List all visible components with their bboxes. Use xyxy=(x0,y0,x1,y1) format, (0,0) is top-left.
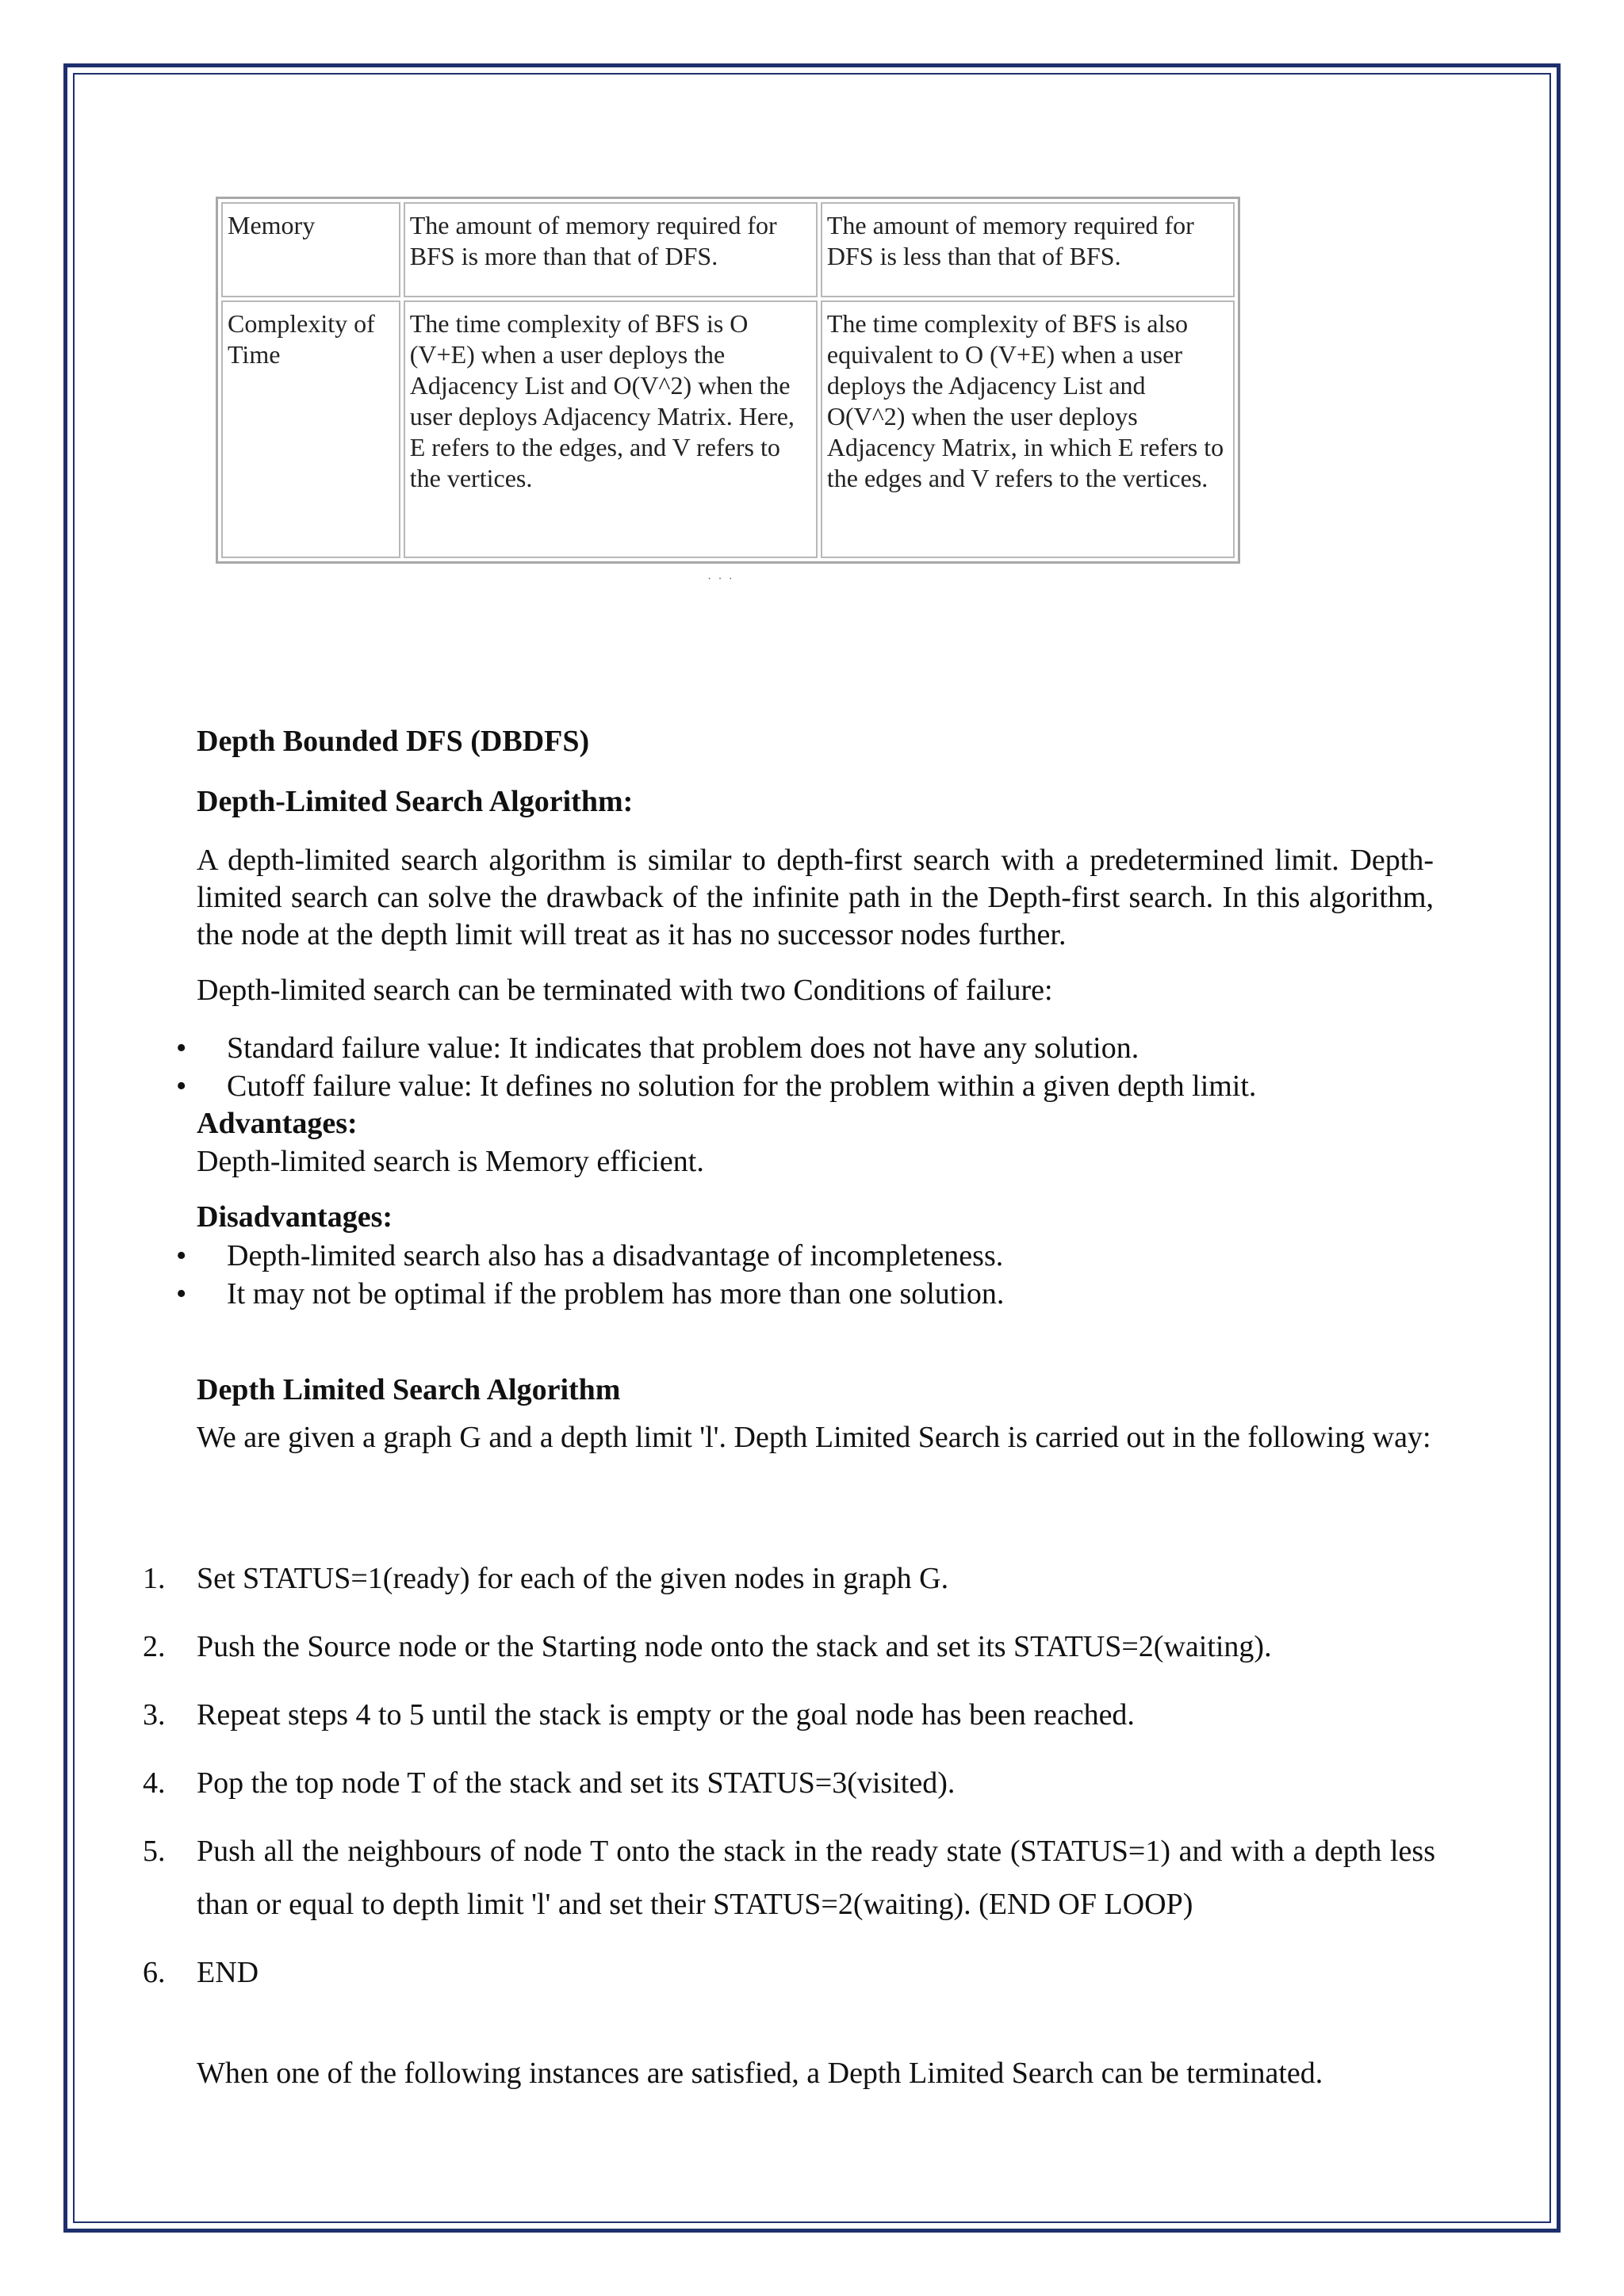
closing-text: When one of the following instances are satisfied, a Depth Limited Search can be terminated. xyxy=(197,2057,1323,2090)
disadvantages-list xyxy=(174,1237,1443,1313)
list-item: • Depth-limited search also has a disadvantage of incompleteness. xyxy=(174,1237,1443,1275)
advantages-heading: Advantages: xyxy=(197,1107,358,1140)
step-text: Push the Source node or the Starting node onto the stack and set its STATUS=2(waiting). xyxy=(197,1630,1272,1663)
bfs-cell: The time complexity of BFS is O (V+E) when a user deploys the Adjacency List and O(V^2) when the user deploys Adjacency Matrix. Here, E refers to the edges, and V refers to the vertices. xyxy=(404,300,818,558)
step-text: END xyxy=(197,1956,259,1989)
comparison-table xyxy=(216,197,1240,564)
advantages-text: Depth-limited search is Memory efficient. xyxy=(197,1145,704,1178)
step-number: 2. xyxy=(143,1630,166,1663)
table-caption-dots: · · · xyxy=(707,572,734,586)
step-number: 3. xyxy=(143,1698,166,1732)
step-text: Set STATUS=1(ready) for each of the given nodes in graph G. xyxy=(197,1562,949,1595)
section-subheading: Depth-Limited Search Algorithm: xyxy=(197,785,634,818)
step-number: 4. xyxy=(143,1766,166,1800)
step-number: 6. xyxy=(143,1956,166,1989)
table-row xyxy=(221,202,1235,297)
step-item xyxy=(143,1946,1435,1999)
table-row xyxy=(221,300,1235,558)
dfs-cell: The amount of memory required for DFS is less than that of BFS. xyxy=(821,202,1235,297)
step-item xyxy=(143,1689,1435,1742)
step-item xyxy=(143,1825,1435,1931)
step-text: Pop the top node T of the stack and set its STATUS=3(visited). xyxy=(197,1766,956,1800)
step-text: Repeat steps 4 to 5 until the stack is empty or the goal node has been reached. xyxy=(197,1698,1135,1732)
step-number: 1. xyxy=(143,1562,166,1595)
algorithm-intro: We are given a graph G and a depth limit 'l'. Depth Limited Search is carried out in the following way: xyxy=(197,1421,1431,1454)
bfs-cell: The amount of memory required for BFS is more than that of DFS. xyxy=(404,202,818,297)
step-item xyxy=(143,1757,1435,1810)
row-label: Complexity of Time xyxy=(221,300,400,558)
failure-list xyxy=(174,1029,1443,1105)
algorithm-steps xyxy=(143,1552,1435,2015)
step-item xyxy=(143,1621,1435,1674)
failure-intro: Depth-limited search can be terminated with two Conditions of failure: xyxy=(197,974,1053,1007)
row-label: Memory xyxy=(221,202,400,297)
dfs-cell: The time complexity of BFS is also equivalent to O (V+E) when a user deploys the Adjacency List and O(V^2) when the user deploys Adjacency Matrix, in which E refers to the edges and V refers to the vertices. xyxy=(821,300,1235,558)
algorithm-heading: Depth Limited Search Algorithm xyxy=(197,1373,621,1406)
step-item xyxy=(143,1552,1435,1605)
list-item: • Standard failure value: It indicates that problem does not have any solution. xyxy=(174,1029,1443,1067)
list-item: • It may not be optimal if the problem has more than one solution. xyxy=(174,1275,1443,1313)
list-item: • Cutoff failure value: It defines no solution for the problem within a given depth limit. xyxy=(174,1067,1443,1105)
section-heading: Depth Bounded DFS (DBDFS) xyxy=(197,725,590,758)
disadvantages-heading: Disadvantages: xyxy=(197,1200,393,1234)
step-number: 5. xyxy=(143,1835,166,1868)
intro-paragraph: A depth-limited search algorithm is similar to depth-first search with a predetermined limit. Depth-limited search can solve the drawback of the infinite path in the Depth-first search. In this algorithm, the node at the depth limit will treat as it has no successor nodes further. xyxy=(197,844,1434,951)
step-text: Push all the neighbours of node T onto the stack in the ready state (STATUS=1) and with a depth less than or equal to depth limit 'l' and set their STATUS=2(waiting). (END OF LOOP) xyxy=(197,1835,1435,1921)
